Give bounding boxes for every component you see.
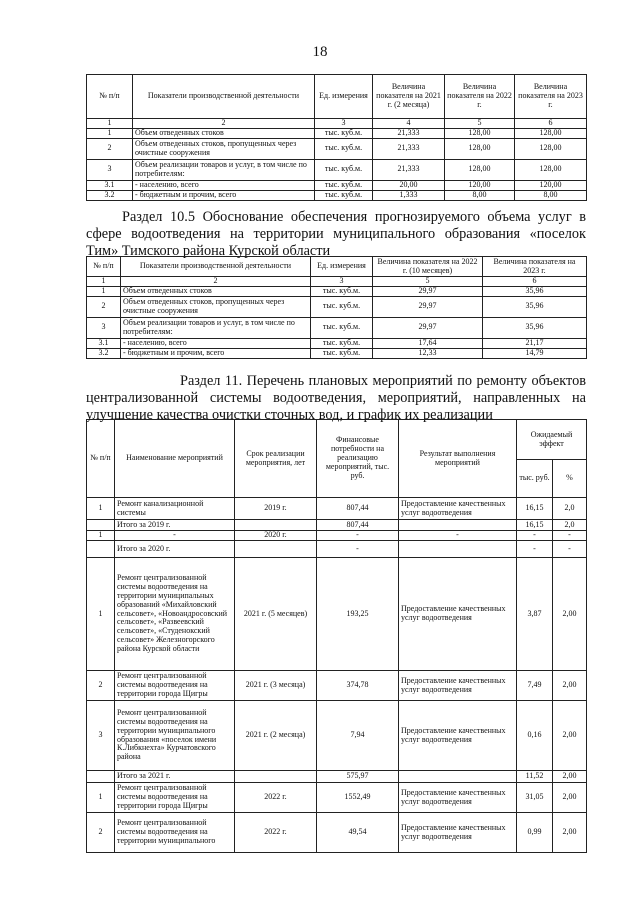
row-unit: тыс. куб.м.: [311, 286, 373, 296]
row-value: 128,00: [445, 159, 515, 180]
row-value: 120,00: [515, 180, 587, 190]
row-num: 2: [87, 671, 115, 701]
row-value: 21,333: [373, 128, 445, 138]
row-name: Ремонт централизованной системы водоотведения на территории муниципального образования «поселок имени К.Либкнехта» Курчатовского района: [115, 701, 235, 771]
row-finance: 49,54: [317, 813, 399, 853]
row-result: [399, 771, 517, 783]
row-unit: тыс. куб.м.: [315, 190, 373, 200]
row-num: 3.1: [87, 338, 121, 348]
row-value: 128,00: [515, 138, 587, 159]
row-value: 35,96: [483, 286, 587, 296]
row-unit: тыс. куб.м.: [315, 159, 373, 180]
row-value: 8,00: [445, 190, 515, 200]
row-indicator: - населению, всего: [121, 338, 311, 348]
row-unit: тыс. куб.м.: [315, 180, 373, 190]
row-value: 20,00: [373, 180, 445, 190]
index-cell: 4: [373, 119, 445, 129]
row-value: 1,333: [373, 190, 445, 200]
row-num: 3: [87, 701, 115, 771]
table-row: [87, 338, 587, 348]
row-finance: 807,44: [317, 498, 399, 520]
row-value: 21,333: [373, 138, 445, 159]
table-row: [87, 558, 587, 671]
col-2022-header: Величина показателя на 2022 г. (10 месяцев): [373, 257, 483, 277]
row-value: 128,00: [515, 159, 587, 180]
row-effect-rub: 7,49: [517, 671, 553, 701]
row-result: [399, 541, 517, 558]
row-result: [399, 520, 517, 531]
table-row: [87, 286, 587, 296]
table-row: [87, 701, 587, 771]
row-indicator: - бюджетным и прочим, всего: [121, 348, 311, 358]
row-effect-rub: -: [517, 541, 553, 558]
row-num: 2: [87, 813, 115, 853]
table-row: [87, 190, 587, 200]
row-effect-rub: 31,05: [517, 783, 553, 813]
row-indicator: Объем отведенных стоков: [121, 286, 311, 296]
row-effect-pct: 2,00: [553, 671, 587, 701]
col-num-header: № п/п: [87, 257, 121, 277]
row-name: Итого за 2021 г.: [115, 771, 235, 783]
row-value: 120,00: [445, 180, 515, 190]
subtotal-row: [87, 520, 587, 531]
row-num: 2: [87, 296, 121, 317]
row-value: 29,97: [373, 317, 483, 338]
row-indicator: - населению, всего: [133, 180, 315, 190]
row-unit: тыс. куб.м.: [315, 138, 373, 159]
row-term: 2022 г.: [235, 813, 317, 853]
row-result: Предоставление качественных услуг водоотведения: [399, 671, 517, 701]
row-effect-rub: 3,87: [517, 558, 553, 671]
col-2021-header: Величина показателя на 2021 г. (2 месяца): [373, 75, 445, 119]
row-num: 1: [87, 128, 133, 138]
row-finance: 575,97: [317, 771, 399, 783]
index-cell: 6: [515, 119, 587, 129]
table-row: [87, 296, 587, 317]
row-num: [87, 771, 115, 783]
row-finance: 374,78: [317, 671, 399, 701]
table-row: [87, 531, 587, 541]
row-effect-pct: 2,00: [553, 813, 587, 853]
row-name: Ремонт централизованной системы водоотведения на территории муниципальных образований «Михайловский сельсовет», «Новоандросовский сельсовет», «Развеевский сельсовет», «Студенокский сельсовет» Железногорского района Курской области: [115, 558, 235, 671]
row-unit: тыс. куб.м.: [311, 338, 373, 348]
row-finance: -: [317, 531, 399, 541]
section-10-5-heading: Раздел 10.5 Обоснование обеспечения прогнозируемого объема услуг в сфере водоотведения на территории муниципального образования «поселок Тим» Тимского района Курской области: [86, 209, 586, 259]
col-effect-pct-header: %: [553, 460, 587, 498]
row-indicator: Объем отведенных стоков: [133, 128, 315, 138]
row-result: -: [399, 531, 517, 541]
row-term: 2021 г. (5 месяцев): [235, 558, 317, 671]
index-cell: 2: [133, 119, 315, 129]
row-result: Предоставление качественных услуг водоотведения: [399, 813, 517, 853]
row-num: 3.2: [87, 190, 133, 200]
table-row: [87, 159, 587, 180]
index-cell: 5: [373, 277, 483, 287]
row-unit: тыс. куб.м.: [315, 128, 373, 138]
row-value: 35,96: [483, 296, 587, 317]
table-row: [87, 671, 587, 701]
row-effect-pct: 2,00: [553, 783, 587, 813]
table-row: [87, 317, 587, 338]
row-effect-pct: -: [553, 541, 587, 558]
row-num: 2: [87, 138, 133, 159]
row-effect-pct: 2,00: [553, 701, 587, 771]
row-result: Предоставление качественных услуг водоотведения: [399, 558, 517, 671]
row-effect-rub: -: [517, 531, 553, 541]
row-result: Предоставление качественных услуг водоотведения: [399, 701, 517, 771]
row-indicator: Объем отведенных стоков, пропущенных через очистные сооружения: [133, 138, 315, 159]
row-effect-pct: 2,0: [553, 498, 587, 520]
row-num: 3.2: [87, 348, 121, 358]
row-term: [235, 541, 317, 558]
row-value: 21,17: [483, 338, 587, 348]
row-effect-rub: 16,15: [517, 520, 553, 531]
index-cell: 6: [483, 277, 587, 287]
col-2023-header: Величина показателя на 2023 г.: [515, 75, 587, 119]
row-effect-rub: 0,99: [517, 813, 553, 853]
subtotal-row: [87, 541, 587, 558]
indicators-table-2021: [86, 74, 587, 201]
col-name-header: Наименование мероприятий: [115, 420, 235, 498]
table-row: [87, 813, 587, 853]
index-cell: 5: [445, 119, 515, 129]
row-name: Ремонт централизованной системы водоотведения на территории города Щигры: [115, 783, 235, 813]
row-value: 8,00: [515, 190, 587, 200]
row-num: 3: [87, 317, 121, 338]
table-row: [87, 128, 587, 138]
row-effect-pct: 2,00: [553, 771, 587, 783]
row-indicator: - бюджетным и прочим, всего: [133, 190, 315, 200]
row-value: 128,00: [515, 128, 587, 138]
row-term: [235, 520, 317, 531]
row-name: Ремонт централизованной системы водоотведения на территории муниципального: [115, 813, 235, 853]
table-header-row: [87, 257, 587, 277]
row-effect-rub: 16,15: [517, 498, 553, 520]
table-row: [87, 180, 587, 190]
index-cell: 1: [87, 119, 133, 129]
row-term: 2020 г.: [235, 531, 317, 541]
row-name: Ремонт канализационной системы: [115, 498, 235, 520]
row-num: 1: [87, 286, 121, 296]
row-indicator: Объем отведенных стоков, пропущенных через очистные сооружения: [121, 296, 311, 317]
row-term: 2021 г. (3 месяца): [235, 671, 317, 701]
col-unit-header: Ед. измерения: [311, 257, 373, 277]
index-cell: 1: [87, 277, 121, 287]
row-num: 1: [87, 498, 115, 520]
table-row: [87, 348, 587, 358]
row-value: 21,333: [373, 159, 445, 180]
row-num: 1: [87, 531, 115, 541]
row-name: -: [115, 531, 235, 541]
row-finance: 1552,49: [317, 783, 399, 813]
table-header-row: [87, 420, 587, 460]
col-indicator-header: Показатели производственной деятельности: [121, 257, 311, 277]
page-number: 18: [312, 44, 328, 60]
col-indicator-header: Показатели производственной деятельности: [133, 75, 315, 119]
row-finance: 7,94: [317, 701, 399, 771]
row-result: Предоставление качественных услуг водоотведения: [399, 498, 517, 520]
row-name: Итого за 2020 г.: [115, 541, 235, 558]
row-effect-rub: 11,52: [517, 771, 553, 783]
table-row: [87, 783, 587, 813]
col-result-header: Результат выполнения мероприятий: [399, 420, 517, 498]
col-term-header: Срок реализации мероприятия, лет: [235, 420, 317, 498]
row-finance: 193,25: [317, 558, 399, 671]
index-row: [87, 277, 587, 287]
row-indicator: Объем реализации товаров и услуг, в том числе по потребителям:: [133, 159, 315, 180]
row-num: [87, 541, 115, 558]
row-effect-pct: 2,00: [553, 558, 587, 671]
col-unit-header: Ед. измерения: [315, 75, 373, 119]
indicators-table-tim: [86, 256, 587, 359]
row-num: 1: [87, 783, 115, 813]
row-value: 12,33: [373, 348, 483, 358]
row-finance: 807,44: [317, 520, 399, 531]
index-cell: 2: [121, 277, 311, 287]
table-row: [87, 138, 587, 159]
row-result: Предоставление качественных услуг водоотведения: [399, 783, 517, 813]
row-value: 29,97: [373, 296, 483, 317]
col-num-header: № п/п: [87, 75, 133, 119]
row-finance: -: [317, 541, 399, 558]
table-header-row: [87, 75, 587, 119]
row-term: 2019 г.: [235, 498, 317, 520]
row-effect-pct: 2,0: [553, 520, 587, 531]
col-2022-header: Величина показателя на 2022 г.: [445, 75, 515, 119]
row-num: 3: [87, 159, 133, 180]
table-row: [87, 498, 587, 520]
col-num-header: № п/п: [87, 420, 115, 498]
col-finance-header: Финансовые потребности на реализацию мероприятий, тыс. руб.: [317, 420, 399, 498]
row-term: 2022 г.: [235, 783, 317, 813]
row-num: 1: [87, 558, 115, 671]
row-effect-rub: 0,16: [517, 701, 553, 771]
subtotal-row: [87, 771, 587, 783]
row-unit: тыс. куб.м.: [311, 317, 373, 338]
index-cell: 3: [311, 277, 373, 287]
col-2023-header: Величина показателя на 2023 г.: [483, 257, 587, 277]
row-num: 3.1: [87, 180, 133, 190]
row-num: [87, 520, 115, 531]
row-value: 17,64: [373, 338, 483, 348]
col-effect-header: Ожидаемый эффект: [517, 420, 587, 460]
col-effect-rub-header: тыс. руб.: [517, 460, 553, 498]
index-cell: 3: [315, 119, 373, 129]
row-value: 128,00: [445, 138, 515, 159]
section-11-heading: Раздел 11. Перечень плановых мероприятий по ремонту объектов централизованной системы водоотведения, мероприятий, направленных на улучшение качества очистки сточных вод, и график их реализации: [86, 373, 586, 423]
row-unit: тыс. куб.м.: [311, 296, 373, 317]
row-unit: тыс. куб.м.: [311, 348, 373, 358]
row-effect-pct: -: [553, 531, 587, 541]
row-value: 14,79: [483, 348, 587, 358]
row-term: 2021 г. (2 месяца): [235, 701, 317, 771]
row-term: [235, 771, 317, 783]
index-row: [87, 119, 587, 129]
measures-table: [86, 419, 587, 853]
row-name: Итого за 2019 г.: [115, 520, 235, 531]
row-indicator: Объем реализации товаров и услуг, в том числе по потребителям:: [121, 317, 311, 338]
row-value: 35,96: [483, 317, 587, 338]
row-value: 128,00: [445, 128, 515, 138]
row-name: Ремонт централизованной системы водоотведения на территории города Щигры: [115, 671, 235, 701]
row-value: 29,97: [373, 286, 483, 296]
